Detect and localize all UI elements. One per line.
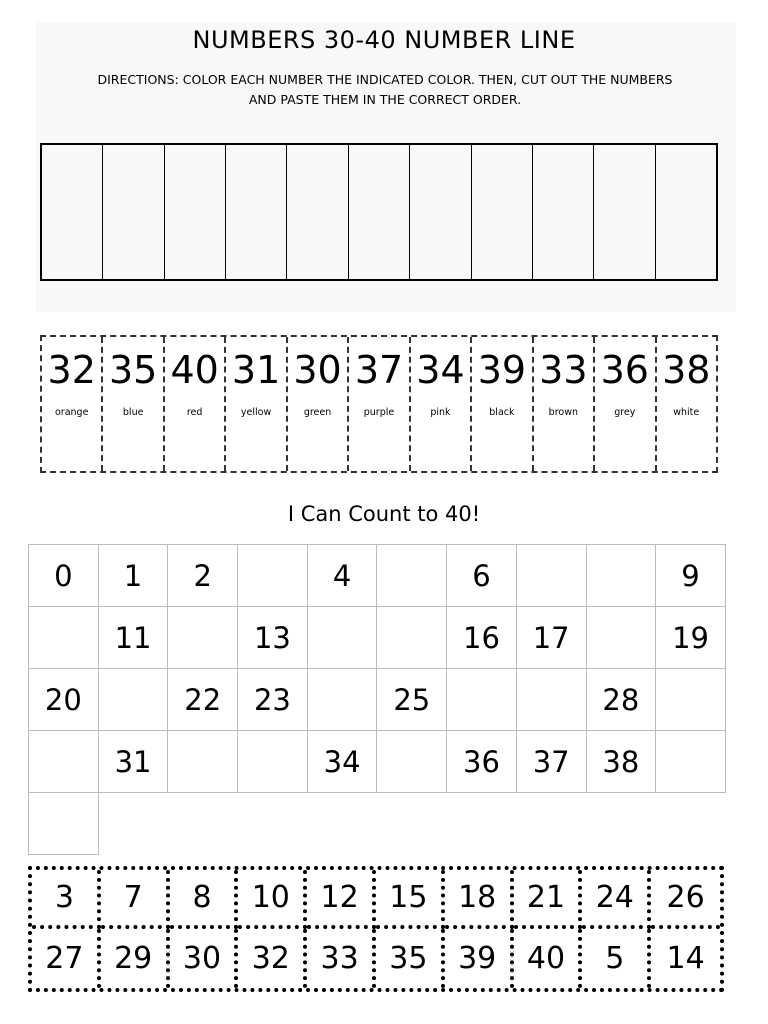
grid-cell: [168, 731, 238, 793]
cutout-number: 35: [376, 929, 445, 988]
cutout-number: 26: [651, 870, 720, 929]
card-number: 32: [47, 348, 96, 392]
card-color-label: blue: [122, 407, 144, 418]
grid-cell: [377, 731, 447, 793]
paste-slot: [287, 145, 348, 279]
cutout-number: 21: [514, 870, 583, 929]
grid-cell: [656, 669, 726, 731]
number-card: [226, 337, 287, 471]
card-color-label: black: [489, 407, 515, 418]
card-number: 33: [539, 348, 588, 392]
directions-line-1: DIRECTIONS: COLOR EACH NUMBER THE INDICATED COLOR. THEN, CUT OUT THE NUMBERS: [97, 72, 673, 87]
counting-title: I Can Count to 40!: [287, 502, 481, 526]
card-number: 30: [293, 348, 342, 392]
cutout-number: 27: [32, 929, 101, 988]
number-card: [534, 337, 595, 471]
card-color-label: orange: [55, 407, 89, 418]
grid-cell: 4: [308, 545, 378, 607]
grid-cell: 6: [447, 545, 517, 607]
grid-cell: 28: [587, 669, 657, 731]
number-card: [657, 337, 716, 471]
cutout-number: 3: [32, 870, 101, 929]
number-card: [42, 337, 103, 471]
grid-cell: 19: [656, 607, 726, 669]
card-color-label: pink: [430, 407, 451, 418]
grid-cell: [29, 607, 99, 669]
cutout-number: 24: [582, 870, 651, 929]
directions-text: [40, 70, 730, 110]
cutout-number: 30: [170, 929, 239, 988]
grid-cell: [587, 545, 657, 607]
card-color-label: purple: [363, 407, 395, 418]
grid-cell: [29, 731, 99, 793]
card-number: 38: [662, 348, 711, 392]
number-card: [349, 337, 410, 471]
grid-cell: 38: [587, 731, 657, 793]
grid-cell: 23: [238, 669, 308, 731]
grid-cell: [308, 669, 378, 731]
cutout-number: 7: [101, 870, 170, 929]
card-number: 37: [354, 348, 404, 392]
cutout-number: 40: [514, 929, 583, 988]
grid-cell: 9: [656, 545, 726, 607]
cutout-numbers: [28, 866, 724, 992]
cutout-number: 32: [238, 929, 307, 988]
card-color-label: grey: [614, 407, 636, 418]
paste-slot: [533, 145, 594, 279]
paste-slot: [226, 145, 287, 279]
paste-slot: [594, 145, 655, 279]
cutout-number: 15: [376, 870, 445, 929]
cutout-number: 8: [170, 870, 239, 929]
counting-grid: [28, 544, 726, 855]
grid-cell: 36: [447, 731, 517, 793]
grid-cell: 11: [99, 607, 169, 669]
paste-slot: [472, 145, 533, 279]
grid-cell: 13: [238, 607, 308, 669]
card-color-label: red: [186, 407, 203, 418]
grid-cell: 37: [517, 731, 587, 793]
cutout-number: 12: [307, 870, 376, 929]
number-card: [103, 337, 164, 471]
cutout-number: 33: [307, 929, 376, 988]
grid-cell: [517, 545, 587, 607]
worksheet-title: NUMBERS 30-40 NUMBER LINE: [192, 26, 576, 54]
paste-area: [40, 143, 718, 281]
cutout-number: 29: [101, 929, 170, 988]
card-color-label: brown: [548, 407, 579, 418]
card-number: 35: [109, 348, 158, 392]
directions-line-2: AND PASTE THEM IN THE CORRECT ORDER.: [248, 92, 522, 107]
grid-cell: [99, 669, 169, 731]
paste-slot: [165, 145, 226, 279]
grid-cell: [238, 545, 308, 607]
grid-cell: [29, 793, 99, 855]
grid-cell: [656, 731, 726, 793]
card-number: 36: [600, 348, 649, 392]
paste-slot: [42, 145, 103, 279]
cutout-number: 39: [445, 929, 514, 988]
grid-cell: 16: [447, 607, 517, 669]
grid-cell: 31: [99, 731, 169, 793]
paste-slot: [103, 145, 164, 279]
number-cards-strip: [40, 335, 718, 473]
grid-cell: [168, 607, 238, 669]
grid-cell: 25: [377, 669, 447, 731]
paste-slot: [656, 145, 716, 279]
grid-cell: 34: [308, 731, 378, 793]
paste-slot: [349, 145, 410, 279]
grid-cell: [587, 607, 657, 669]
cutout-number: 5: [582, 929, 651, 988]
card-number: 34: [416, 348, 465, 392]
grid-cell: [377, 607, 447, 669]
grid-cell: [517, 669, 587, 731]
cutout-number: 14: [666, 941, 705, 976]
number-card: [288, 337, 349, 471]
paste-slot: [410, 145, 471, 279]
card-number: 40: [170, 348, 219, 392]
cutout-number: 10: [238, 870, 307, 929]
grid-cell: [377, 545, 447, 607]
grid-cell: 20: [29, 669, 99, 731]
number-card: [595, 337, 656, 471]
card-number: 39: [477, 348, 527, 392]
card-number: 31: [231, 348, 281, 392]
grid-cell: 0: [29, 545, 99, 607]
card-color-label: green: [303, 407, 332, 418]
grid-cell: [308, 607, 378, 669]
grid-cell: 1: [99, 545, 169, 607]
card-color-label: yellow: [240, 407, 272, 418]
cutout-number: 18: [445, 870, 514, 929]
number-card: [411, 337, 472, 471]
grid-cell: [447, 669, 517, 731]
number-card: [472, 337, 533, 471]
card-color-label: white: [673, 407, 700, 418]
grid-cell: [238, 731, 308, 793]
grid-cell: 2: [168, 545, 238, 607]
grid-cell: 17: [517, 607, 587, 669]
grid-cell: 22: [168, 669, 238, 731]
number-card: [165, 337, 226, 471]
